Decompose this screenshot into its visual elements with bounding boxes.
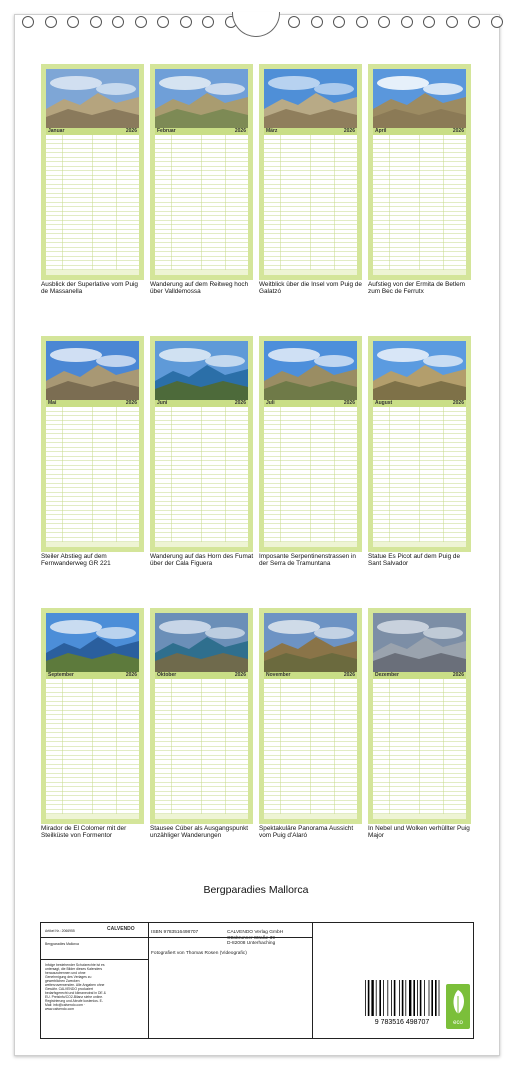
month-footer: [155, 814, 248, 819]
barcode-bar: [435, 980, 437, 1016]
month-card-8: [368, 336, 471, 552]
eco-label-text: eco: [453, 1020, 463, 1026]
legal-text: Infolge bestehender Schutzrechte ist es untersagt, die Bilder dieses Kalenders herauszutrennen und ohne Genehmigung des Verlages zu gewerblichen Zwecken weiterzuverwenden. Alle Angaben ohne Gewähr. CALVENDO produziert bedarfsgerecht und klimaneutral in DE & EU. Preisinfo/CO2-Bilanz siehe online. Registrierung und Abrufe kostenlos. E-Mail: info@calvendo.com · www.calvendo.com: [45, 963, 106, 1011]
month-name: Juli: [266, 400, 275, 406]
month-caption: In Nebel und Wolken verhüllter Puig Major: [368, 825, 470, 840]
month-name: Januar: [48, 128, 65, 134]
month-caption: Statue Es Picot auf dem Puig de Sant Salvador: [368, 553, 461, 568]
isbn: ISBN 9783516498707: [151, 930, 199, 935]
month-name: Mai: [48, 400, 57, 406]
publisher-name: CALVENDO Verlag GmbH: [227, 930, 284, 935]
month-photo: [373, 69, 466, 128]
month-footer: [264, 814, 357, 819]
month-caption: Wanderung auf das Horn des Fumat über der Cala Figuera: [150, 553, 254, 568]
month-header: [373, 128, 466, 135]
month-card-10: [150, 608, 253, 824]
month-year: 2026: [125, 672, 137, 678]
barcode-bar: [417, 980, 418, 1016]
product-title-small: Bergparadies Mallorca: [45, 942, 79, 946]
barcode-bar: [420, 980, 422, 1016]
barcode-number: 9 783516 498707: [374, 1019, 430, 1025]
month-card-9: [41, 608, 144, 824]
month-header: [155, 128, 248, 135]
month-caption: Weitblick über die Insel vom Puig de Galatzó: [259, 281, 362, 296]
month-year: 2026: [343, 672, 355, 678]
day-grid: [155, 407, 248, 547]
month-photo: [46, 341, 139, 400]
barcode-bar: [368, 980, 370, 1016]
day-grid: [373, 135, 466, 275]
month-footer: [46, 814, 139, 819]
month-photo: [264, 613, 357, 672]
month-year: 2026: [343, 400, 355, 406]
month-header: [264, 128, 357, 135]
barcode-bar: [391, 980, 392, 1016]
barcode-bar: [439, 980, 440, 1016]
day-grid: [46, 135, 139, 275]
month-caption: Ausblick der Superlative vom Puig de Massanella: [41, 281, 138, 296]
month-caption: Aufstieg von der Ermita de Betlem zum Bec de Ferrutx: [368, 281, 465, 296]
calendar-title: Bergparadies Mallorca: [203, 884, 309, 896]
month-caption: Mirador de El Colomer mit der Steilküste von Formentor: [41, 825, 127, 840]
binding-holes-right: [288, 16, 512, 30]
month-name: Februar: [157, 128, 176, 134]
month-card-3: [259, 64, 362, 280]
month-footer: [46, 270, 139, 275]
barcode-bar: [376, 980, 377, 1016]
month-footer: [264, 270, 357, 275]
month-year: 2026: [234, 672, 246, 678]
month-photo: [155, 69, 248, 128]
barcode: [363, 979, 441, 1025]
month-card-5: [41, 336, 144, 552]
day-grid: [264, 135, 357, 275]
month-footer: [155, 542, 248, 547]
month-header: [155, 400, 248, 407]
barcode-bar: [409, 980, 411, 1016]
month-name: März: [266, 128, 278, 134]
month-name: Oktober: [157, 672, 177, 678]
month-photo: [373, 613, 466, 672]
month-header: [264, 672, 357, 679]
month-header: [373, 672, 466, 679]
month-footer: [373, 270, 466, 275]
info-left-column: [41, 923, 149, 1038]
month-photo: [373, 341, 466, 400]
month-card-7: [259, 336, 362, 552]
month-footer: [155, 270, 248, 275]
barcode-bar: [365, 980, 366, 1016]
month-card-11: [259, 608, 362, 824]
month-caption: Stausee Cúber als Ausgangspunkt unzähliger Wanderungen: [150, 825, 249, 840]
day-grid: [46, 407, 139, 547]
month-photo: [46, 613, 139, 672]
month-year: 2026: [452, 128, 464, 134]
calvendo-logo: CALVENDO: [107, 926, 135, 932]
day-grid: [373, 407, 466, 547]
barcode-bar: [371, 980, 373, 1016]
barcode-bar: [405, 980, 406, 1016]
month-photo: [46, 69, 139, 128]
month-name: April: [375, 128, 387, 134]
month-header: [155, 672, 248, 679]
barcode-bar: [424, 980, 425, 1016]
month-caption: Wanderung auf dem Reitweg hoch über Valldemossa: [150, 281, 249, 296]
barcode-bar: [413, 980, 415, 1016]
barcode-bar: [431, 980, 433, 1016]
day-grid: [46, 679, 139, 819]
month-header: [46, 400, 139, 407]
month-caption: Spektakuläre Panorama Aussicht vom Puig d'Alaró: [259, 825, 354, 840]
month-name: November: [266, 672, 291, 678]
barcode-bar: [429, 980, 430, 1016]
month-header: [46, 128, 139, 135]
barcode-bar: [379, 980, 381, 1016]
month-photo: [155, 341, 248, 400]
month-year: 2026: [125, 400, 137, 406]
month-header: [373, 400, 466, 407]
month-header: [264, 400, 357, 407]
month-card-1: [41, 64, 144, 280]
month-photo: [155, 613, 248, 672]
month-year: 2026: [452, 400, 464, 406]
barcode-bar: [383, 980, 384, 1016]
month-year: 2026: [125, 128, 137, 134]
month-photo: [264, 341, 357, 400]
month-name: September: [48, 672, 74, 678]
month-card-4: [368, 64, 471, 280]
month-card-2: [150, 64, 253, 280]
day-grid: [155, 135, 248, 275]
month-footer: [46, 542, 139, 547]
month-name: Dezember: [375, 672, 399, 678]
month-card-6: [150, 336, 253, 552]
month-year: 2026: [452, 672, 464, 678]
publisher-city: D-82008 Unterhaching: [227, 941, 276, 947]
month-header: [46, 672, 139, 679]
day-grid: [264, 407, 357, 547]
barcode-bar: [387, 980, 388, 1016]
barcode-bar: [402, 980, 404, 1016]
barcode-bar: [399, 980, 400, 1016]
month-name: Juni: [157, 400, 168, 406]
article-number: Artikel Nr.: 2066955: [45, 929, 75, 933]
month-year: 2026: [234, 128, 246, 134]
month-footer: [373, 814, 466, 819]
day-grid: [373, 679, 466, 819]
month-footer: [264, 542, 357, 547]
photographer: Fotografiert von Thomas Rosen (Videografic): [151, 951, 247, 956]
day-grid: [264, 679, 357, 819]
publisher-street: Ottobrunner Straße 39: [227, 935, 275, 941]
month-footer: [373, 542, 466, 547]
info-right-column: [227, 923, 473, 1038]
eco-label: [446, 984, 470, 1029]
month-card-12: [368, 608, 471, 824]
month-caption: Steiler Abstieg auf dem Fernwanderweg GR 221: [41, 553, 111, 568]
month-name: August: [375, 400, 393, 406]
month-year: 2026: [234, 400, 246, 406]
binding-holes: [22, 16, 247, 30]
month-photo: [264, 69, 357, 128]
month-year: 2026: [343, 128, 355, 134]
product-info-box: [40, 922, 474, 1039]
month-caption: Imposante Serpentinenstrassen in der Serra de Tramuntana: [259, 553, 356, 568]
barcode-bar: [394, 980, 396, 1016]
day-grid: [155, 679, 248, 819]
